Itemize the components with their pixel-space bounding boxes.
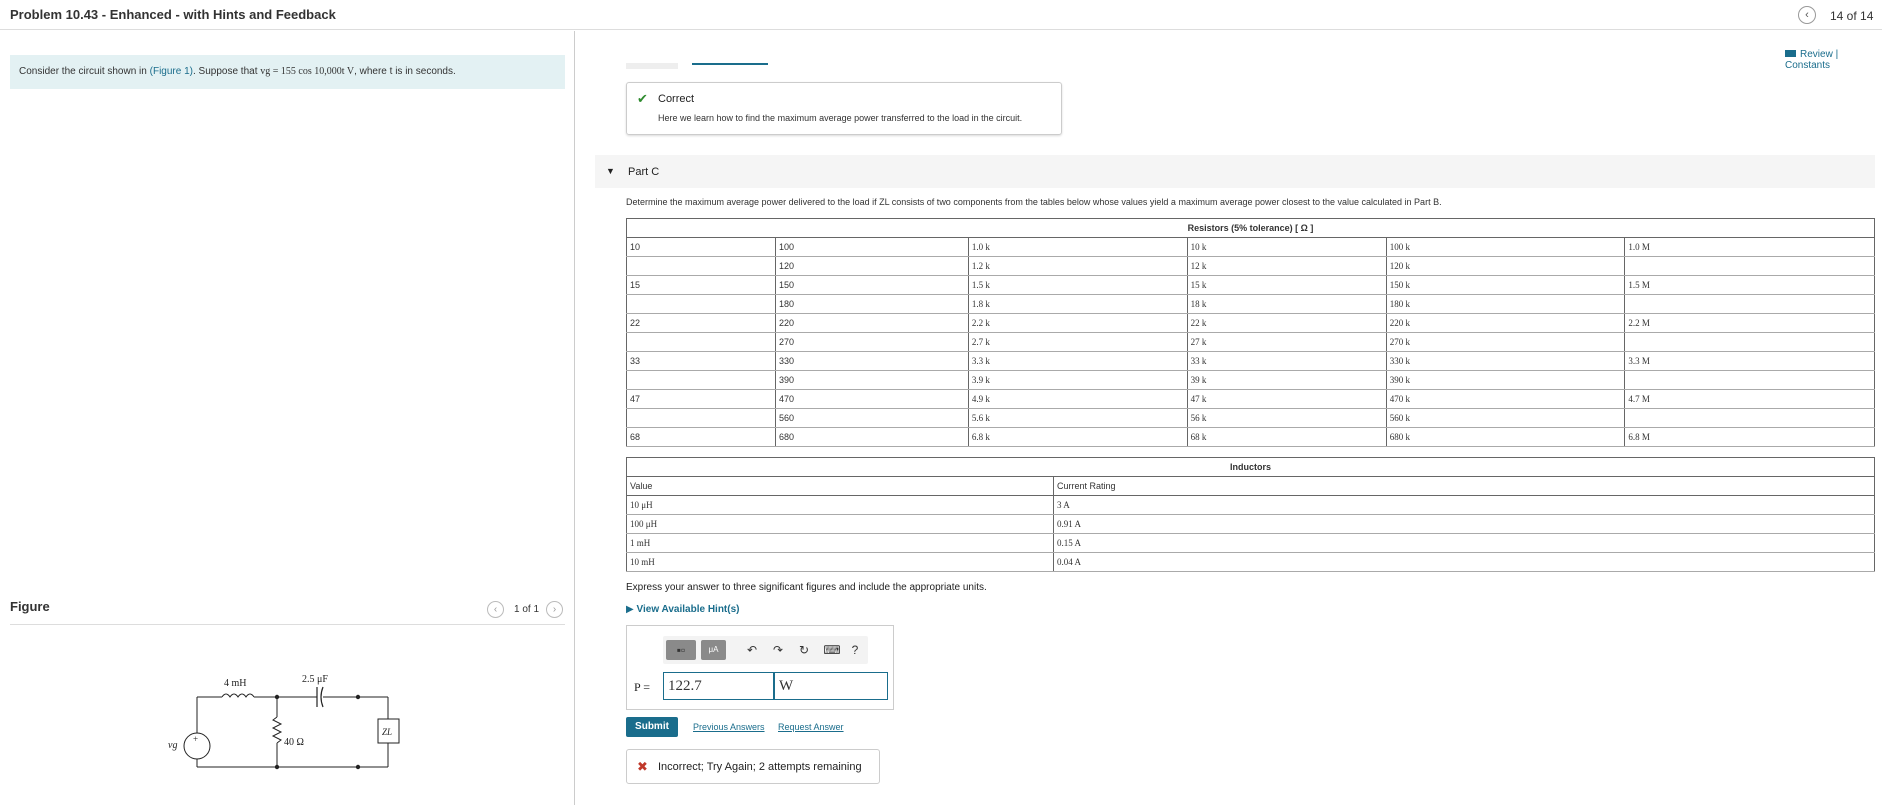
resistor-cell: 180 [775, 295, 968, 314]
resistor-cell [627, 257, 776, 276]
resistor-cell: 270 [775, 333, 968, 352]
table-row [627, 276, 1875, 295]
resistor-cell: 4.9 k [968, 390, 1187, 409]
resistor-cell: 390 k [1386, 371, 1625, 390]
view-hints-text: View Available Hint(s) [636, 604, 740, 615]
resistor-cell: 68 k [1187, 428, 1386, 447]
node-dot [356, 695, 360, 699]
inductors-table-title: Inductors [627, 458, 1875, 477]
resistor-cell: 15 k [1187, 276, 1386, 295]
keyboard-button[interactable] [821, 640, 843, 660]
part-tab-active[interactable] [692, 63, 768, 65]
source-plus: + [193, 734, 199, 744]
table-row [627, 515, 1875, 534]
resistor-cell [1625, 409, 1875, 428]
node-dot [275, 765, 279, 769]
answer-label: P = [634, 680, 650, 694]
table-row [627, 534, 1875, 553]
figure-divider [10, 624, 565, 625]
book-icon [1785, 50, 1796, 57]
inductor-value-cell: 10 mH [627, 553, 1054, 572]
previous-answers-link[interactable]: Previous Answers [693, 722, 765, 732]
load-label: ZL [382, 727, 393, 737]
chevron-right-icon: › [552, 604, 557, 615]
table-row [627, 352, 1875, 371]
x-icon: ✖ [637, 759, 648, 774]
resistor-cell: 47 k [1187, 390, 1386, 409]
resistors-table-title: Resistors (5% tolerance) [ Ω ] [627, 219, 1875, 238]
resistor-cell: 100 k [1386, 238, 1625, 257]
table-row [627, 496, 1875, 515]
resistor-cell: 2.7 k [968, 333, 1187, 352]
answer-value-input[interactable]: 122.7 [663, 672, 774, 700]
resistor-cell: 5.6 k [968, 409, 1187, 428]
resistor-cell: 3.9 k [968, 371, 1187, 390]
resistor-cell: 100 [775, 238, 968, 257]
inductor-rating-cell: 0.91 A [1053, 515, 1874, 534]
resistor-cell [627, 295, 776, 314]
problem-prefix: Consider the circuit shown in [19, 66, 150, 77]
table-row [627, 257, 1875, 276]
problem-title: Problem 10.43 - Enhanced - with Hints and Feedback [10, 7, 336, 22]
submit-button[interactable]: Submit [626, 717, 678, 737]
correct-title: Correct [658, 93, 695, 105]
resistor-cell: 560 k [1386, 409, 1625, 428]
chevron-left-icon: ‹ [1805, 9, 1809, 21]
previous-problem-button[interactable] [1798, 6, 1816, 24]
caret-down-icon: ▼ [606, 166, 615, 176]
resistor-cell: 150 [775, 276, 968, 295]
capacitor-plate [321, 687, 323, 707]
table-row [627, 314, 1875, 333]
inductor-symbol [222, 694, 254, 697]
inductor-rating-cell: 0.04 A [1053, 553, 1874, 572]
resistor-cell: 39 k [1187, 371, 1386, 390]
resistor-cell: 1.0 M [1625, 238, 1875, 257]
units-button[interactable] [701, 640, 726, 660]
inductor-value-cell: 1 mH [627, 534, 1054, 553]
resistor-label: 40 Ω [284, 737, 304, 748]
circuit-diagram [160, 671, 400, 801]
chevron-left-icon: ‹ [493, 604, 498, 615]
resistor-cell: 22 k [1187, 314, 1386, 333]
header-bar [0, 0, 1882, 30]
resistor-cell [627, 371, 776, 390]
resistor-cell: 27 k [1187, 333, 1386, 352]
inductor-col-rating: Current Rating [1053, 477, 1874, 496]
inductors-table [626, 457, 1875, 572]
resistor-cell: 3.3 k [968, 352, 1187, 371]
correct-feedback [626, 82, 1062, 135]
resistor-cell: 180 k [1386, 295, 1625, 314]
redo-icon: ↷ [772, 643, 784, 657]
request-answer-link[interactable]: Request Answer [778, 722, 844, 732]
resistor-cell: 470 [775, 390, 968, 409]
resistor-cell: 330 k [1386, 352, 1625, 371]
resistor-cell: 1.0 k [968, 238, 1187, 257]
problem-counter: 14 of 14 [1830, 9, 1874, 23]
node-dot [275, 695, 279, 699]
resistor-cell: 330 [775, 352, 968, 371]
resistor-cell: 3.3 M [1625, 352, 1875, 371]
problem-suffix: , where t is in seconds. [354, 66, 456, 77]
inductor-rating-cell: 0.15 A [1053, 534, 1874, 553]
units-icon: μA [708, 645, 719, 654]
reset-icon: ↻ [798, 643, 810, 657]
table-row [627, 238, 1875, 257]
node-dot [356, 765, 360, 769]
resistor-cell: 56 k [1187, 409, 1386, 428]
answer-instructions: Express your answer to three significant figures and include the appropriate units. [626, 582, 987, 593]
correct-text: Here we learn how to find the maximum average power transferred to the load in the circuit. [658, 113, 1023, 123]
figure-counter: 1 of 1 [514, 604, 540, 615]
view-hints-link[interactable] [626, 604, 739, 615]
part-c-header[interactable] [595, 155, 1875, 188]
inductor-value-cell: 100 μH [627, 515, 1054, 534]
checkmark-icon: ✔ [637, 91, 648, 106]
part-tab[interactable] [626, 63, 678, 69]
table-row [627, 390, 1875, 409]
resistor-cell: 4.7 M [1625, 390, 1875, 409]
source-label: vg [168, 740, 178, 751]
resistor-cell: 150 k [1386, 276, 1625, 295]
problem-middle: . Suppose that [192, 66, 261, 77]
templates-button[interactable] [666, 640, 696, 660]
incorrect-feedback [626, 749, 880, 784]
resistor-cell: 2.2 M [1625, 314, 1875, 333]
capacitor-label: 2.5 μF [302, 674, 328, 685]
redo-button[interactable] [769, 640, 787, 660]
resistor-cell: 12 k [1187, 257, 1386, 276]
resistor-cell: 1.8 k [968, 295, 1187, 314]
resistor-cell: 120 k [1386, 257, 1625, 276]
question-text: Determine the maximum average power delivered to the load if ZL consists of two components from the tables below whose values yield a maximum average power closest to the value calculated in Part B. [626, 197, 1442, 207]
resistor-cell: 1.5 k [968, 276, 1187, 295]
resistor-cell: 1.5 M [1625, 276, 1875, 295]
left-panel [0, 31, 575, 805]
resistor-cell: 390 [775, 371, 968, 390]
keyboard-icon: ⌨ [823, 643, 841, 657]
inductor-rating-cell: 3 A [1053, 496, 1874, 515]
resistor-cell: 10 k [1187, 238, 1386, 257]
caret-right-icon: ▶ [626, 604, 634, 615]
resistor-cell [1625, 333, 1875, 352]
table-row [627, 333, 1875, 352]
resistor-cell [1625, 295, 1875, 314]
figure-link[interactable]: (Figure 1) [149, 66, 193, 77]
resistor-cell: 220 [775, 314, 968, 333]
review-constants-text: Review | Constants [1785, 49, 1839, 71]
resistor-cell: 680 k [1386, 428, 1625, 447]
resistor-cell: 120 [775, 257, 968, 276]
inductor-label: 4 mH [224, 678, 247, 689]
resistor-cell: 1.2 k [968, 257, 1187, 276]
problem-equation: vg = 155 cos 10,000t V [260, 66, 355, 77]
resistor-cell: 47 [627, 390, 776, 409]
resistor-cell: 33 [627, 352, 776, 371]
table-row [627, 409, 1875, 428]
resistor-cell: 470 k [1386, 390, 1625, 409]
equation-toolbar [663, 636, 868, 664]
table-row [627, 553, 1875, 572]
resistor-cell: 33 k [1187, 352, 1386, 371]
resistor-cell: 220 k [1386, 314, 1625, 333]
help-button[interactable] [847, 640, 863, 660]
resistor-cell: 68 [627, 428, 776, 447]
resistor-cell: 10 [627, 238, 776, 257]
resistor-cell: 18 k [1187, 295, 1386, 314]
part-label: Part C [628, 166, 660, 178]
incorrect-text: Incorrect; Try Again; 2 attempts remaining [658, 761, 862, 773]
review-constants-link[interactable] [1785, 49, 1882, 71]
figure-heading: Figure [10, 599, 50, 614]
template-icon: ▪▫ [676, 643, 686, 657]
problem-statement [10, 55, 565, 89]
resistor-cell: 22 [627, 314, 776, 333]
undo-icon: ↶ [746, 643, 758, 657]
resistor-cell: 15 [627, 276, 776, 295]
resistor-cell [1625, 257, 1875, 276]
reset-button[interactable] [795, 640, 813, 660]
resistor-cell: 6.8 M [1625, 428, 1875, 447]
help-icon: ? [851, 643, 859, 657]
resistor-cell: 270 k [1386, 333, 1625, 352]
inductor-value-cell: 10 μH [627, 496, 1054, 515]
resistor-cell: 680 [775, 428, 968, 447]
figure-prev-button[interactable] [487, 601, 504, 618]
figure-next-button[interactable] [546, 601, 563, 618]
resistors-table [626, 218, 1875, 447]
resistor-cell: 2.2 k [968, 314, 1187, 333]
resistor-cell: 6.8 k [968, 428, 1187, 447]
resistor-cell [627, 409, 776, 428]
answer-unit-input[interactable]: W [774, 672, 888, 700]
resistor-cell: 560 [775, 409, 968, 428]
undo-button[interactable] [743, 640, 761, 660]
table-row [627, 428, 1875, 447]
table-row [627, 295, 1875, 314]
resistor-symbol [273, 717, 281, 743]
resistor-cell [1625, 371, 1875, 390]
resistor-cell [627, 333, 776, 352]
answer-box [626, 625, 894, 710]
inductor-col-value: Value [627, 477, 1054, 496]
table-row [627, 371, 1875, 390]
